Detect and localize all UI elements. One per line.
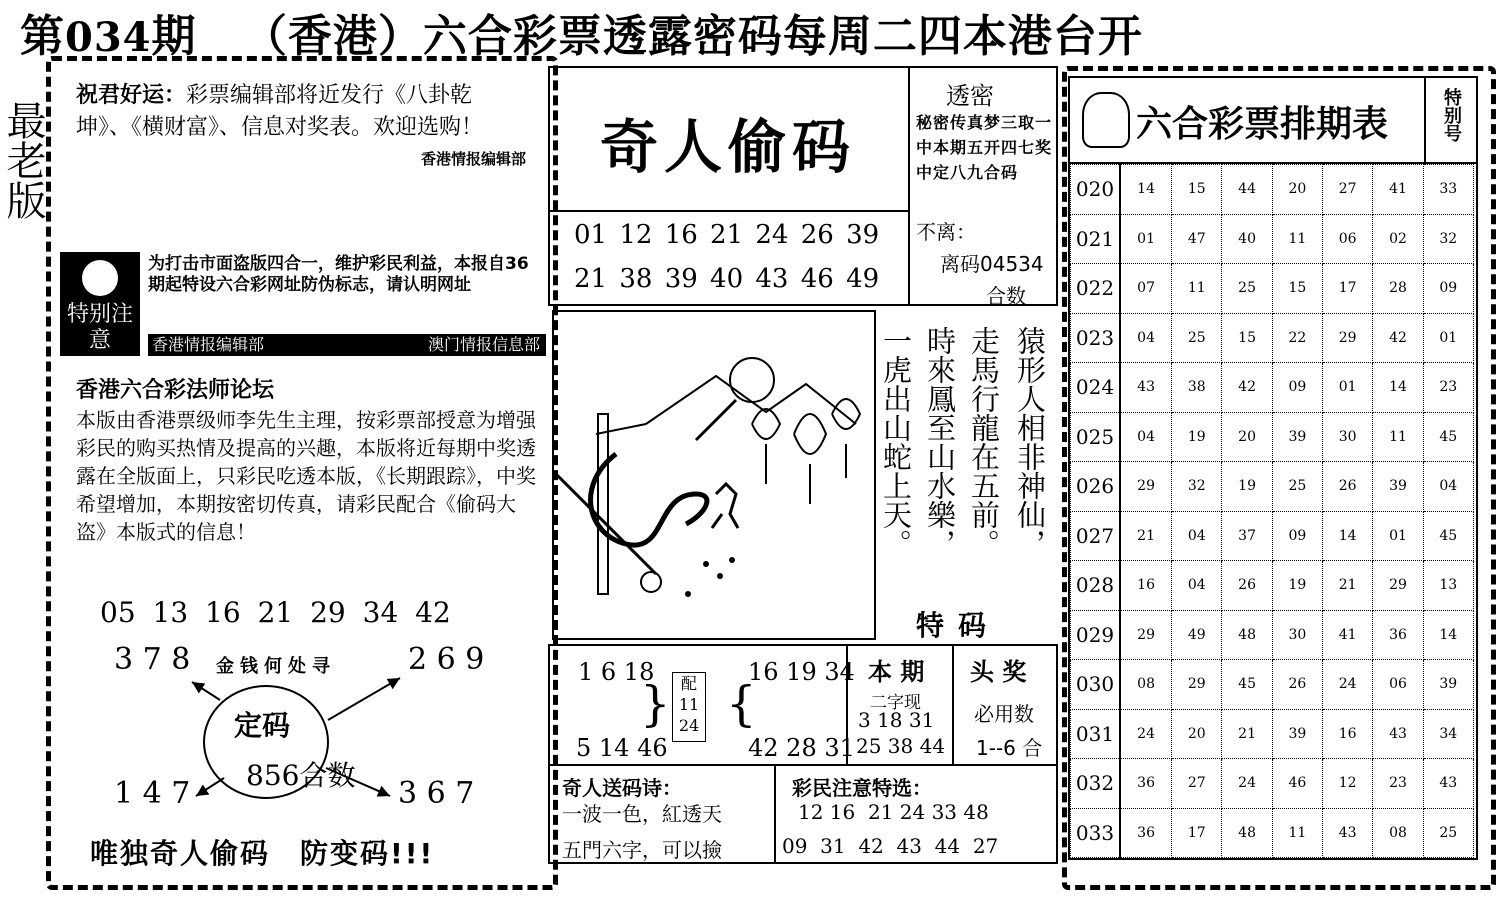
number-cell: 41 [1373,165,1423,215]
number-cell: 15 [1172,165,1222,215]
side-label: 最老版 [0,100,46,220]
number-cell: 11 [1272,808,1322,858]
number-cell: 44 [1222,165,1272,215]
notice-text: 为打击市面盗版四合一，维护彩民利益，本报自36期起特设六合彩网址防伪标志，请认明网址 [148,254,529,295]
period-cell: 033 [1071,808,1121,858]
notice-label-box [60,252,140,356]
benqi-line2: 25 38 44 [856,734,946,758]
number-cell: 36 [1373,610,1423,660]
number-cell: 22 [1272,313,1322,363]
toujiang-range: 1--6 合 [976,736,1043,760]
schedule-title: 六合彩票排期表 [1136,104,1389,145]
number-cell: 32 [1172,462,1222,512]
period-cell: 032 [1071,759,1121,809]
period-cell: 025 [1071,412,1121,462]
number-cell: 29 [1373,561,1423,611]
number-cell: 04 [1172,511,1222,561]
number-cell: 12 [1323,759,1373,809]
number-cell: 15 [1272,264,1322,314]
ding-center-label: 定码 [234,709,291,742]
number-cell: 39 [1373,462,1423,512]
table-row [1071,363,1474,413]
toujiang-sub: 必用数 [974,702,1034,726]
toumi-heading: 透密 [946,82,994,110]
poem-col-4: 一虎出山蛇上天。 [879,326,913,558]
number-cell: 23 [1373,759,1423,809]
ding-bottom-left: 1 4 7 [114,776,191,811]
caimin-line2: 09 31 42 43 44 27 [782,834,999,858]
issue-prefix: 第 [20,11,65,62]
toujiang-title: 头 奖 [970,658,1027,686]
poem-col-1: 猿形人相非神仙， [1013,326,1047,558]
special-number-cell: 25 [1423,808,1473,858]
tema-label: 特码 [916,609,1001,642]
number-cell: 26 [1272,660,1322,710]
numbers-row: 05 13 16 21 29 34 42 [100,596,451,629]
period-cell: 027 [1071,511,1121,561]
number-cell: 26 [1323,462,1373,512]
ding-top-right: 2 6 9 [408,642,485,677]
pei-right-bottom: 42 28 31 [748,734,855,762]
number-cell: 42 [1373,313,1423,363]
number-cell: 47 [1172,214,1222,264]
table-row [1071,264,1474,314]
number-cell: 27 [1323,165,1373,215]
number-cell: 30 [1323,412,1373,462]
notice-body [148,254,543,296]
special-number-cell: 13 [1423,561,1473,611]
special-number-cell: 34 [1423,709,1473,759]
number-cell: 15 [1222,313,1272,363]
period-cell: 020 [1071,165,1121,215]
issue-number: 034 [65,14,152,61]
table-row [1071,511,1474,561]
number-cell: 42 [1222,363,1272,413]
special-number-cell: 01 [1423,313,1473,363]
special-number-cell: 39 [1423,660,1473,710]
special-number-cell: 23 [1423,363,1473,413]
special-label: 特别号 [1441,88,1462,142]
number-cell: 01 [1323,363,1373,413]
number-cell: 04 [1172,561,1222,611]
number-cell: 30 [1272,610,1322,660]
number-cell: 11 [1172,264,1222,314]
songma-heading: 奇人送码诗： [562,776,682,800]
number-cell: 11 [1272,214,1322,264]
number-cell: 27 [1172,759,1222,809]
number-cell: 04 [1120,313,1172,363]
ding-arc-text: 金钱何处寻 [216,656,336,677]
table-row [1071,462,1474,512]
number-cell: 06 [1373,660,1423,710]
number-cell: 29 [1323,313,1373,363]
qiren-line2: 21 38 39 40 43 46 49 [574,264,880,294]
snake-monkey-illustration [556,314,872,636]
ding-bottom-right: 3 6 7 [398,776,475,811]
issue-suffix: 期 [151,11,197,62]
benqi-line1: 3 18 31 [858,708,935,732]
number-cell: 09 [1272,511,1322,561]
number-cell: 36 [1120,808,1172,858]
number-cell: 21 [1222,709,1272,759]
slogan: 唯独奇人偷码 防变码!!! [90,837,435,870]
greeting-signature: 香港情报编辑部 [420,150,526,168]
number-cell: 36 [1120,759,1172,809]
caimin-heading: 彩民注意特选： [792,776,932,800]
table-row [1071,412,1474,462]
number-cell: 21 [1323,561,1373,611]
period-cell: 028 [1071,561,1121,611]
special-number-cell: 45 [1423,511,1473,561]
number-cell: 25 [1272,462,1322,512]
number-cell: 20 [1272,165,1322,215]
page-header [20,0,1500,62]
number-cell: 37 [1222,511,1272,561]
number-cell: 39 [1272,412,1322,462]
number-cell: 08 [1120,660,1172,710]
number-cell: 04 [1120,412,1172,462]
period-cell: 022 [1071,264,1121,314]
number-cell: 06 [1323,214,1373,264]
special-number-cell: 09 [1423,264,1473,314]
pei-brace-right: { [726,676,757,732]
number-cell: 07 [1120,264,1172,314]
number-cell: 20 [1222,412,1272,462]
songma-line2: 五門六字，可以撿 [562,838,722,862]
toumi-buli-value: 离码04534 [940,252,1044,276]
pei-center-box [672,672,706,742]
period-cell: 030 [1071,660,1121,710]
toumi-heshu: 合数 [986,284,1026,308]
qiren-line1: 01 12 16 21 24 26 39 [574,220,880,250]
schedule-table [1070,164,1474,858]
number-cell: 19 [1272,561,1322,611]
number-cell: 26 [1222,561,1272,611]
period-cell: 026 [1071,462,1121,512]
caimin-line1: 12 16 21 24 33 48 [798,800,989,824]
poem-col-3: 時來鳳至山水樂， [923,326,957,558]
number-cell: 43 [1120,363,1172,413]
mascot-icon [1082,92,1130,148]
number-cell: 14 [1120,165,1172,215]
pei-right-top: 16 19 34 [748,658,855,686]
number-cell: 38 [1172,363,1222,413]
forum-heading: 香港六合彩法师论坛 [76,378,275,403]
period-cell: 021 [1071,214,1121,264]
notice-label: 特别注意 [66,302,133,353]
number-cell: 24 [1323,660,1373,710]
notice-sign-bar [148,334,546,356]
poem-col-2: 走馬行龍在五前。 [967,326,1001,558]
table-row [1071,214,1474,264]
number-cell: 17 [1323,264,1373,314]
number-cell: 20 [1172,709,1222,759]
number-cell: 02 [1373,214,1423,264]
ding-center-value: 856合数 [246,759,356,792]
number-cell: 45 [1222,660,1272,710]
number-cell: 25 [1222,264,1272,314]
special-number-cell: 04 [1423,462,1473,512]
forum-body: 本版由香港票级师李先生主理，按彩票部授意为增强彩民的购买热情及提高的兴趣，本版将近每期中奖透露在全版面上，只彩民吃透本版，《长期跟踪》，中奖希望增加，本期按密切传真，请彩民配合《偷码大盗》本版式的信息！ [76,408,536,544]
number-cell: 43 [1323,808,1373,858]
number-cell: 24 [1120,709,1172,759]
pei-left-bottom: 5 14 46 [576,734,668,762]
qiren-title: 奇人偷码 [600,113,857,181]
notice-right-sign: 澳门情报信息部 [427,335,540,354]
greeting-body: 彩票编辑部将近发行《八卦乾坤》、《横财富》、信息对奖表。欢迎选购！ [76,83,484,140]
period-cell: 024 [1071,363,1121,413]
number-cell: 17 [1172,808,1222,858]
pei-brace-left: } [640,676,671,732]
special-number-cell: 43 [1423,759,1473,809]
table-row [1071,660,1474,710]
number-cell: 29 [1172,660,1222,710]
special-number-cell: 14 [1423,610,1473,660]
number-cell: 19 [1222,462,1272,512]
notice-left-sign: 香港情报编辑部 [152,335,265,354]
notice-url-strip [150,314,480,332]
songma-line1: 一波一色，紅透天 [562,802,722,826]
number-cell: 09 [1272,363,1322,413]
greeting-heading: 祝君好运： [76,83,187,108]
number-cell: 01 [1120,214,1172,264]
table-row [1071,759,1474,809]
toumi-body: 秘密传真梦三取一中本期五开四七奖中定八九合码 [916,113,1053,182]
number-cell: 01 [1373,511,1423,561]
table-row [1071,610,1474,660]
number-cell: 21 [1120,511,1172,561]
number-cell: 14 [1373,363,1423,413]
title-divider [1424,76,1426,162]
special-number-cell: 45 [1423,412,1473,462]
number-cell: 46 [1272,759,1322,809]
number-cell: 43 [1373,709,1423,759]
ding-top-left: 3 7 8 [114,642,191,677]
number-cell: 29 [1120,610,1172,660]
special-number-cell: 33 [1423,165,1473,215]
number-cell: 39 [1272,709,1322,759]
number-cell: 19 [1172,412,1222,462]
number-cell: 28 [1373,264,1423,314]
pei-left-top: 1 6 18 [578,658,655,686]
number-cell: 24 [1222,759,1272,809]
period-cell: 023 [1071,313,1121,363]
number-cell: 49 [1172,610,1222,660]
number-cell: 25 [1172,313,1222,363]
table-row [1071,709,1474,759]
main-title: （香港）六合彩票透露密码每周二四本港台开 [242,11,1143,62]
number-cell: 48 [1222,808,1272,858]
table-row [1071,313,1474,363]
number-cell: 16 [1120,561,1172,611]
period-cell: 029 [1071,610,1121,660]
number-cell: 29 [1120,462,1172,512]
number-cell: 48 [1222,610,1272,660]
bomb-icon [82,260,118,296]
pei-center: 配 11 24 [678,674,700,735]
forum-block [76,376,536,546]
benqi-title: 本 期 [868,658,925,686]
table-row [1071,165,1474,215]
number-cell: 14 [1323,511,1373,561]
table-row [1071,808,1474,858]
number-cell: 40 [1222,214,1272,264]
greeting-block [76,80,526,170]
number-cell: 08 [1373,808,1423,858]
special-number-cell: 32 [1423,214,1473,264]
number-cell: 41 [1323,610,1373,660]
toumi-buli-label: 不离： [916,220,976,244]
number-cell: 16 [1323,709,1373,759]
period-cell: 031 [1071,709,1121,759]
benqi-sub: 二字现 [870,693,921,713]
number-cell: 11 [1373,412,1423,462]
table-row [1071,561,1474,611]
